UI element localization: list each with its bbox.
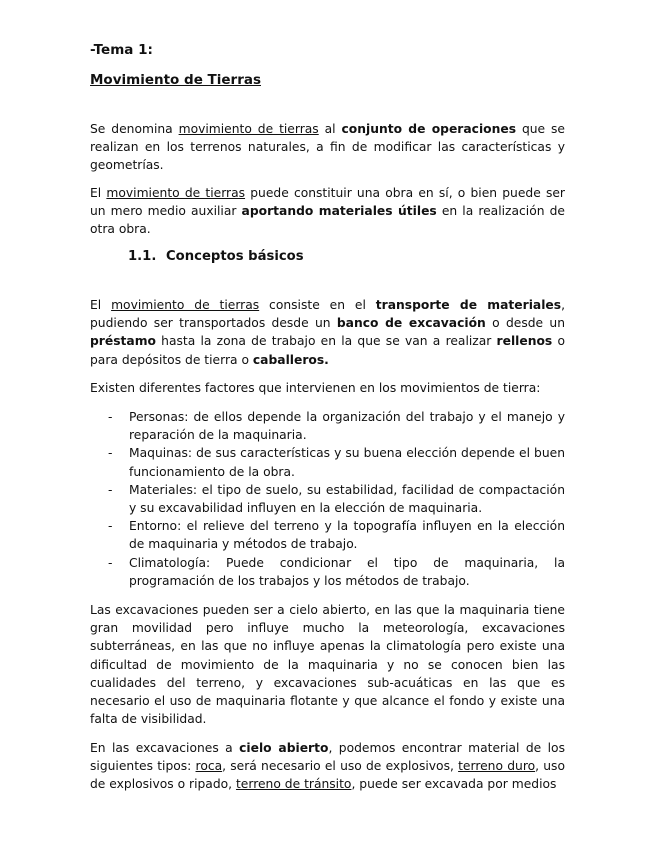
list-dash: - [108,482,113,497]
bold-term: cielo abierto [239,741,329,755]
bold-term: conjunto de operaciones [341,122,517,136]
bold-term: aportando materiales útiles [241,204,437,219]
section-number: 1.1. [128,249,157,264]
underlined-term: terreno duro [458,759,536,774]
concepts-paragraph: El movimiento de tierras consiste en el transporte de materiales, pudiendo ser transportados desde un banco de excavación o desde un préstamo hasta la zona de trabajo en la que se van a realizar rellenos o para depósitos de tierra o caballeros. [90,298,565,367]
underlined-term: terreno de tránsito [235,777,352,792]
factors-intro: Existen diferentes factores que intervienen en los movimientos de tierra: [90,381,541,395]
underlined-term: movimiento de tierras [111,298,260,312]
list-dash: - [108,410,113,424]
underlined-term: roca [195,759,223,774]
excavations-paragraph: Las excavaciones pueden ser a cielo abierto, en las que la maquinaria tiene gran movilidad pero influye mucho la meteorología, excavaciones subterráneas, en las que no influye apenas la climatología pero existe una dificultad de movimiento de la maquinaria y no se conocen bien las cualidades del terreno, y excavaciones sub-acuáticas en las que es necesario el uso de maquinaria flotante y que alcance el fondo y existe una falta de visibilidad. [90,603,565,727]
list-dash: - [108,555,113,570]
section-heading [128,249,304,264]
bold-term: rellenos [496,334,553,349]
bold-term: caballeros. [252,352,329,367]
list-dash: - [108,446,113,461]
bold-term: transporte de materiales [375,298,562,312]
section-title: Conceptos básicos [166,249,304,264]
open-pit-paragraph: En las excavaciones a cielo abierto, podemos encontrar material de los siguientes tipos: roca, será necesario el uso de explosivos, terreno duro, uso de explosivos o ripado, terreno de tránsito, puede ser excavada por medios [90,741,565,792]
list-dash: - [108,519,113,534]
bold-term: préstamo [90,334,156,349]
intro-paragraph-2: El movimiento de tierras puede constituir una obra en sí, o bien puede ser un mero medio auxiliar aportando materiales útiles en la realización de otra obra. [90,186,565,237]
list-item: - Climatología: Puede condicionar el tipo de maquinaria, la programación de los trabajos y los métodos de trabajo. [108,555,565,588]
intro-paragraph-1: Se denomina movimiento de tierras al conjunto de operaciones que se realizan en los terrenos naturales, a fin de modificar las características y geometrías. [90,122,565,173]
list-item: - Entorno: el relieve del terreno y la topografía influyen en la elección de maquinaria y métodos de trabajo. [108,519,565,552]
underlined-term: movimiento de tierras [178,122,319,136]
underlined-term: movimiento de tierras [106,186,246,200]
bold-term: banco de excavación [336,316,486,331]
factors-list [90,408,565,590]
list-item: - Materiales: el tipo de suelo, su estabilidad, facilidad de compactación y su excavabilidad influyen en la elección de maquinaria. [108,482,565,516]
document-title: -Tema 1: [90,42,153,58]
document-subtitle: Movimiento de Tierras [90,72,261,88]
list-item: - Personas: de ellos depende la organización del trabajo y el manejo y reparación de la maquinaria. [108,410,565,443]
list-item: - Maquinas: de sus características y su buena elección depende el buen funcionamiento de la obra. [108,446,565,479]
